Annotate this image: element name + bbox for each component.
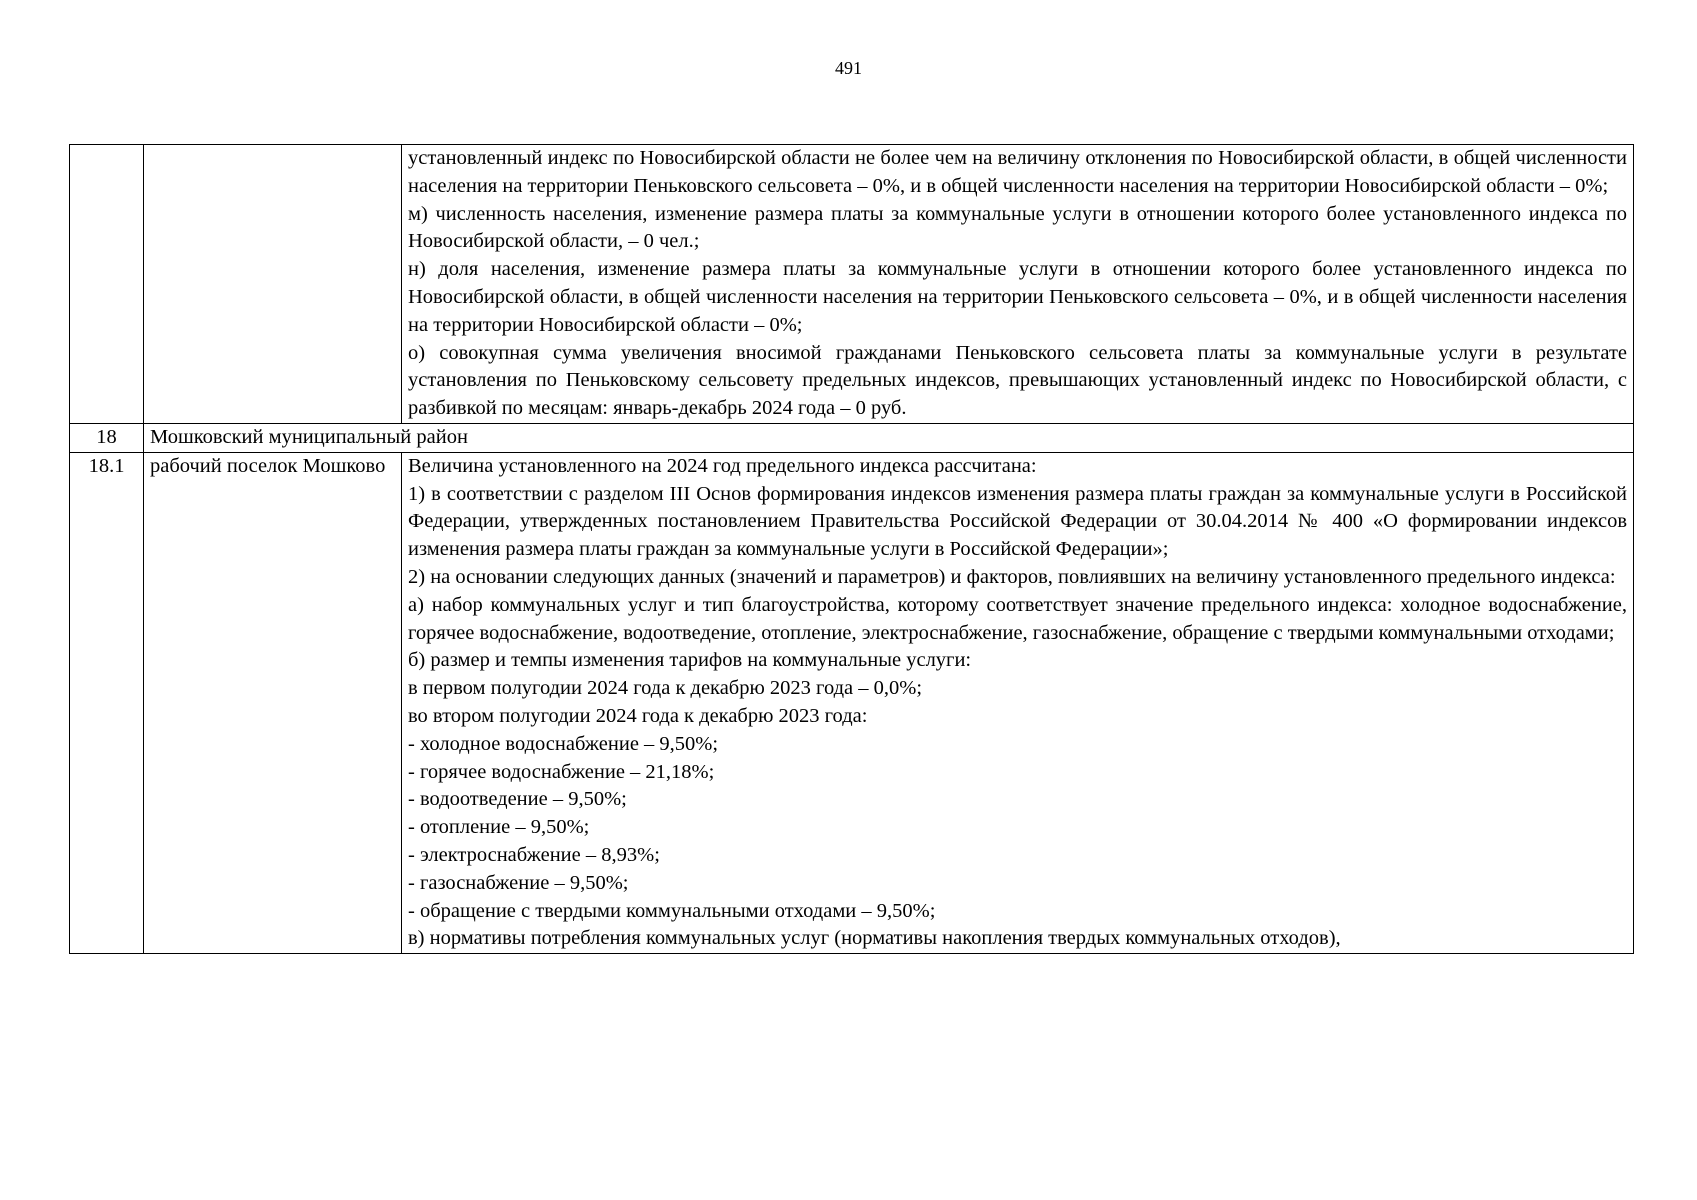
paragraph: Величина установленного на 2024 год предельного индекса рассчитана: [408,454,1037,477]
paragraph: - газоснабжение – 9,50%; [408,871,629,894]
paragraph: а) набор коммунальных услуг и тип благоустройства, которому соответствует значение предельного индекса: холодное водоснабжение, горячее водоснабжение, водоотведение, отопление, электроснабжение, газоснабжение, обращение с твердыми коммунальными отходами; [408,593,1627,644]
table-row-municipality [70,452,1634,953]
paragraph: - обращение с твердыми коммунальными отходами – 9,50%; [408,899,936,922]
table-row-district [70,423,1634,452]
paragraph: в) нормативы потребления коммунальных услуг (нормативы накопления твердых коммунальных отходов), [408,927,1341,950]
municipality-name-cell [144,145,402,424]
paragraph: установленный индекс по Новосибирской области не более чем на величину отклонения по Новосибирской области, в общей численности населения на территории Пеньковского сельсовета – 0%, и в общей численности населения на территории Новосибирской области – 0%; [408,147,1627,197]
paragraph: - отопление – 9,50%; [408,816,590,839]
row-number-cell: 18 [70,423,144,452]
paragraph: 2) на основании следующих данных (значений и параметров) и факторов, повлиявших на величину установленного предельного индекса: [408,565,1616,588]
district-name-cell: Мошковский муниципальный район [144,423,1634,452]
paragraph: б) размер и темпы изменения тарифов на коммунальные услуги: [408,649,972,672]
paragraph: о) совокупная сумма увеличения вносимой гражданами Пеньковского сельсовета платы за коммунальные услуги в результате установления по Пеньковскому сельсовету предельных индексов, превышающих установленный индекс по Новосибирской области, с разбивкой по месяцам: январь-декабрь 2024 года – 0 руб. [408,341,1627,420]
paragraph: - холодное водоснабжение – 9,50%; [408,732,719,755]
paragraph: 1) в соответствии с разделом III Основ формирования индексов изменения размера платы граждан за коммунальные услуги в Российской Федерации, утвержденных постановлением Правительства Российской Федерации от 30.04.2014 № 400 «О формировании индексов изменения размера платы граждан за коммунальные услуги в Российской Федерации»; [408,482,1627,561]
paragraph: в первом полугодии 2024 года к декабрю 2023 года – 0,0%; [408,677,923,700]
table-row-continuation [70,145,1634,424]
row-number-cell: 18.1 [70,452,144,953]
document-table [69,144,1634,954]
paragraph: - электроснабжение – 8,93%; [408,843,660,866]
paragraph: - водоотведение – 9,50%; [408,788,627,811]
description-cell [402,452,1634,953]
page-number: 491 [835,58,862,78]
paragraph: - горячее водоснабжение – 21,18%; [408,760,715,783]
municipality-name-cell: рабочий поселок Мошково [144,452,402,953]
paragraph: м) численность населения, изменение размера платы за коммунальные услуги в отношении которого более установленного индекса по Новосибирской области, – 0 чел.; [408,202,1627,253]
paragraph: н) доля населения, изменение размера платы за коммунальные услуги в отношении которого более установленного индекса по Новосибирской области, в общей численности населения на территории Пеньковского сельсовета – 0%, и в общей численности населения на территории Новосибирской области – 0%; [408,258,1627,336]
row-number-cell [70,145,144,424]
description-cell [402,145,1634,424]
paragraph: во втором полугодии 2024 года к декабрю 2023 года: [408,704,868,727]
